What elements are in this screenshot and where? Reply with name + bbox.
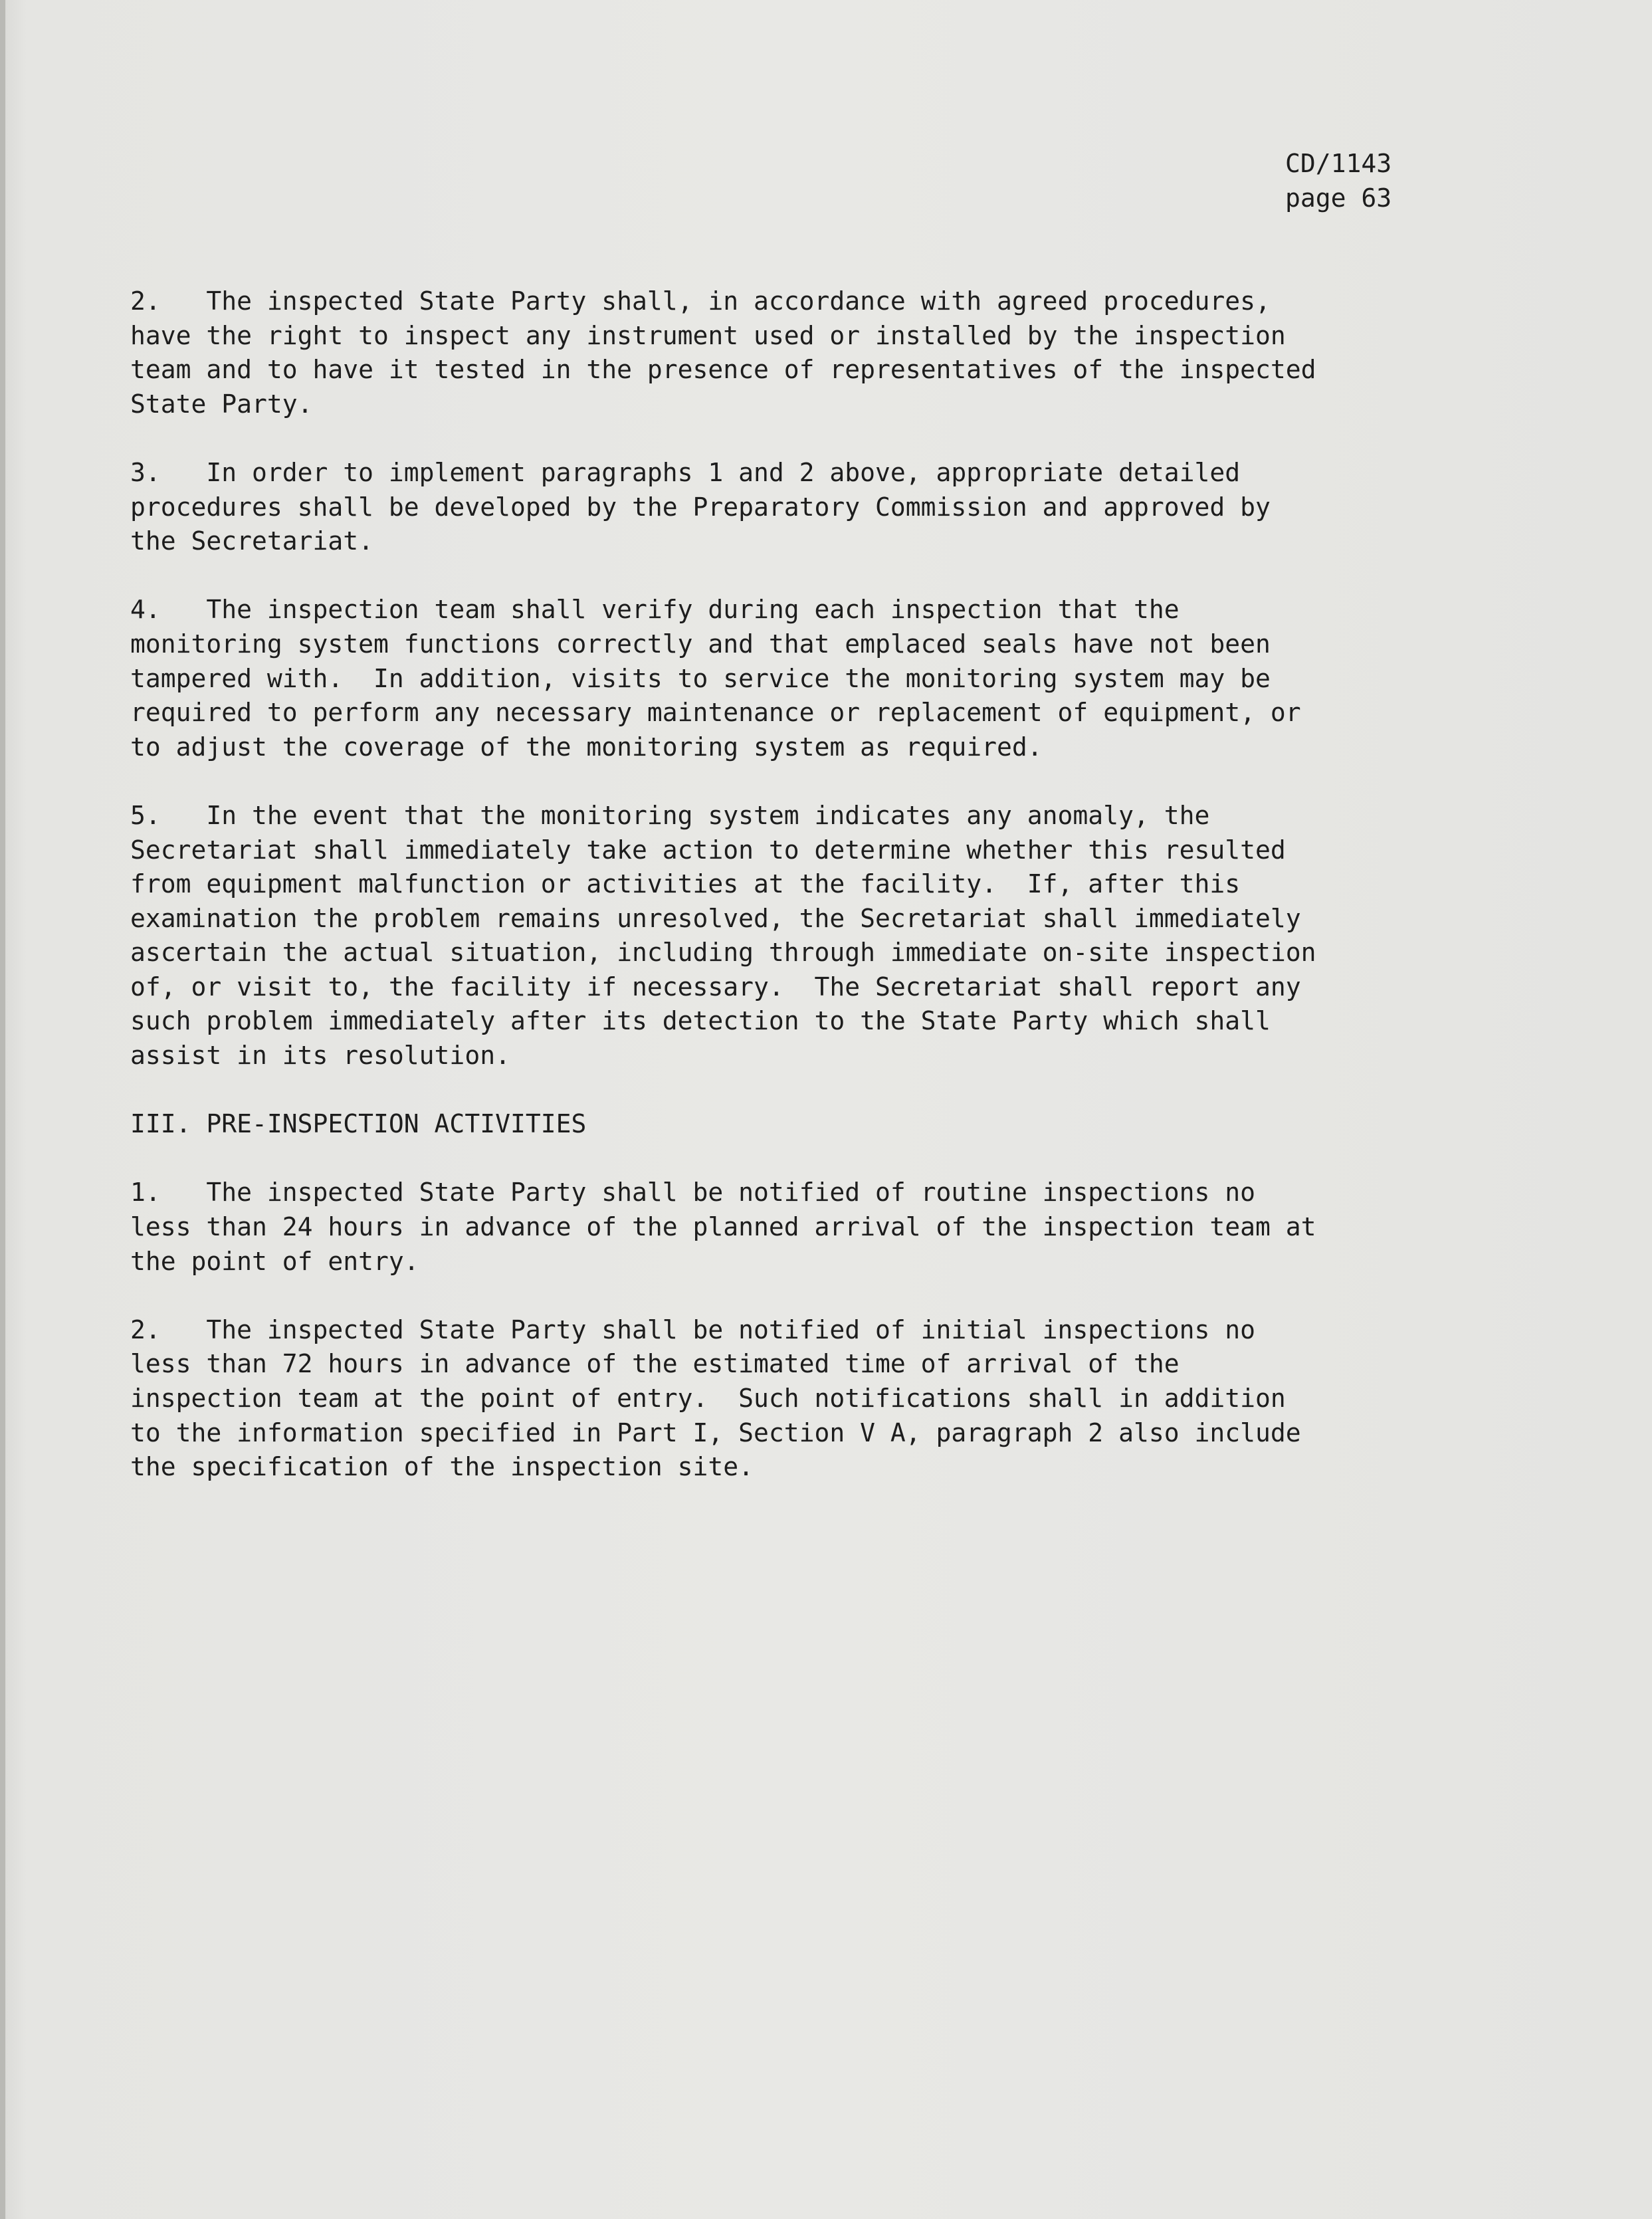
page-header [1285, 146, 1392, 215]
text-line: inspection team at the point of entry. Such notifications shall in addition [130, 1384, 1286, 1413]
text-line: assist in its resolution. [130, 1041, 510, 1071]
text-line: 2. The inspected State Party shall be notified of initial inspections no [130, 1315, 1255, 1344]
text-line: 5. In the event that the monitoring system indicates any anomaly, the [130, 800, 1210, 830]
text-line: team and to have it tested in the presence of representatives of the inspected [130, 355, 1316, 385]
text-line: required to perform any necessary maintenance or replacement of equipment, or [130, 698, 1301, 728]
text-line: of, or visit to, the facility if necessary. The Secretariat shall report any [130, 972, 1301, 1002]
text-line: ascertain the actual situation, including through immediate on-site inspection [130, 938, 1316, 968]
section-heading [130, 1107, 1493, 1142]
text-line: 4. The inspection team shall verify during each inspection that the [130, 595, 1180, 625]
text-line: the specification of the inspection site. [130, 1452, 754, 1482]
text-line: tampered with. In addition, visits to service the monitoring system may be [130, 663, 1271, 693]
text-line: have the right to inspect any instrument used or installed by the inspection [130, 320, 1286, 350]
document-body [130, 284, 1493, 1519]
text-line: to adjust the coverage of the monitoring system as required. [130, 732, 1043, 762]
text-line: examination the problem remains unresolved, the Secretariat shall immediately [130, 903, 1301, 933]
paragraph-2-initial-notification [130, 1313, 1493, 1485]
text-line: the Secretariat. [130, 526, 374, 556]
page-number: page 63 [1285, 183, 1392, 213]
text-line: monitoring system functions correctly and that emplaced seals have not been [130, 629, 1271, 659]
text-line: 3. In order to implement paragraphs 1 and 2 above, appropriate detailed [130, 457, 1241, 487]
paragraph-1-routine-notification [130, 1176, 1493, 1279]
text-line: such problem immediately after its detection to the State Party which shall [130, 1006, 1271, 1036]
text-line: to the information specified in Part I, Section V A, paragraph 2 also include [130, 1418, 1301, 1447]
text-line: procedures shall be developed by the Preparatory Commission and approved by [130, 492, 1271, 522]
paragraph-3-procedures [130, 456, 1493, 559]
text-line: Secretariat shall immediately take action to determine whether this resulted [130, 835, 1286, 865]
text-line: 2. The inspected State Party shall, in accordance with agreed procedures, [130, 286, 1271, 316]
text-line: less than 24 hours in advance of the planned arrival of the inspection team at [130, 1212, 1316, 1242]
paragraph-4-verification [130, 593, 1493, 764]
document-symbol: CD/1143 [1285, 149, 1392, 178]
text-line: 1. The inspected State Party shall be notified of routine inspections no [130, 1178, 1255, 1208]
text-line: from equipment malfunction or activities at the facility. If, after this [130, 869, 1241, 899]
text-line: the point of entry. [130, 1246, 419, 1276]
text-line: less than 72 hours in advance of the estimated time of arrival of the [130, 1349, 1180, 1379]
paragraph-2-instrument-inspection [130, 284, 1493, 421]
section-heading-text: III. PRE-INSPECTION ACTIVITIES [130, 1109, 587, 1139]
text-line: State Party. [130, 389, 313, 419]
page-binding-edge [0, 0, 5, 2219]
paragraph-5-anomaly [130, 799, 1493, 1073]
